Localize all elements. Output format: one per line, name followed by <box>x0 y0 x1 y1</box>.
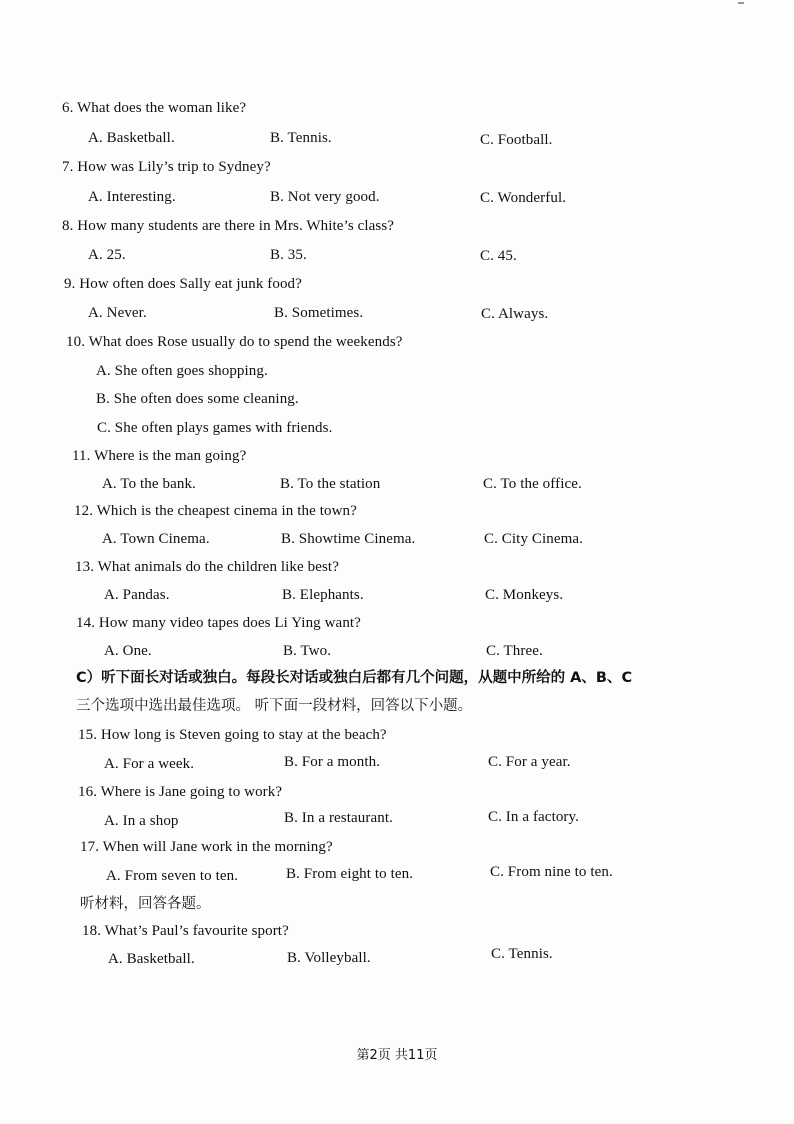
q7-option-c: C. Wonderful. <box>480 190 567 206</box>
q9-option-a: A. Never. <box>88 305 147 321</box>
q6-option-b: B. Tennis. <box>270 130 332 146</box>
question-9: 9. How often does Sally eat junk food? <box>64 276 302 292</box>
q6-option-c: C. Football. <box>480 132 553 148</box>
q11-option-c: C. To the office. <box>483 476 582 492</box>
q11-option-b: B. To the station <box>280 476 381 492</box>
q8-option-c: C. 45. <box>480 248 517 264</box>
q18-option-b: B. Volleyball. <box>287 950 371 966</box>
q18-option-c: C. Tennis. <box>491 946 553 962</box>
q9-option-b: B. Sometimes. <box>274 305 364 321</box>
q11-option-a: A. To the bank. <box>102 476 196 492</box>
question-10: 10. What does Rose usually do to spend the weekends? <box>66 334 403 350</box>
q16-option-b: B. In a restaurant. <box>284 810 393 826</box>
q12-option-b: B. Showtime Cinema. <box>281 531 416 547</box>
question-6: 6. What does the woman like? <box>62 100 247 116</box>
q10-option-a: A. She often goes shopping. <box>96 363 268 379</box>
question-15: 15. How long is Steven going to stay at the beach? <box>78 727 387 743</box>
q9-option-c: C. Always. <box>481 306 549 322</box>
q13-option-a: A. Pandas. <box>104 587 170 603</box>
q14-option-a: A. One. <box>104 643 152 659</box>
section-c-heading-line1: C）听下面长对话或独白。每段长对话或独白后都有几个问题，从题中所给的 A、B、C <box>76 670 633 686</box>
q17-option-a: A. From seven to ten. <box>106 868 239 884</box>
q12-option-c: C. City Cinema. <box>484 531 583 547</box>
q13-option-c: C. Monkeys. <box>485 587 564 603</box>
q10-option-b: B. She often does some cleaning. <box>96 391 299 407</box>
q17-option-b: B. From eight to ten. <box>286 866 414 882</box>
q16-option-a: A. In a shop <box>104 813 179 829</box>
question-17: 17. When will Jane work in the morning? <box>80 839 333 855</box>
q14-option-b: B. Two. <box>283 643 332 659</box>
section-c-heading-line2: 三个选项中选出最佳选项。 听下面一段材料，回答以下小题。 <box>76 698 473 714</box>
question-7: 7. How was Lily’s trip to Sydney? <box>62 159 271 175</box>
q7-option-b: B. Not very good. <box>270 189 380 205</box>
question-8: 8. How many students are there in Mrs. White’s class? <box>62 218 395 234</box>
q8-option-a: A. 25. <box>88 247 126 263</box>
q17-option-c: C. From nine to ten. <box>490 864 613 880</box>
sub-instruction: 听材料，回答各题。 <box>80 896 211 912</box>
q12-option-a: A. Town Cinema. <box>102 531 210 547</box>
scan-mark <box>738 2 744 4</box>
q7-option-a: A. Interesting. <box>88 189 176 205</box>
q13-option-b: B. Elephants. <box>282 587 364 603</box>
question-14: 14. How many video tapes does Li Ying want? <box>76 615 361 631</box>
q10-option-c: C. She often plays games with friends. <box>97 420 333 436</box>
q8-option-b: B. 35. <box>270 247 307 263</box>
q15-option-b: B. For a month. <box>284 754 381 770</box>
q18-option-a: A. Basketball. <box>108 951 195 967</box>
page-footer: 第2页 共11页 <box>356 1048 438 1063</box>
q6-option-a: A. Basketball. <box>88 130 175 146</box>
q16-option-c: C. In a factory. <box>488 809 580 825</box>
question-12: 12. Which is the cheapest cinema in the town? <box>74 503 357 519</box>
question-18: 18. What’s Paul’s favourite sport? <box>82 923 289 939</box>
question-11: 11. Where is the man going? <box>72 448 247 464</box>
question-13: 13. What animals do the children like best? <box>75 559 339 575</box>
q15-option-a: A. For a week. <box>104 756 195 772</box>
question-16: 16. Where is Jane going to work? <box>78 784 283 800</box>
q15-option-c: C. For a year. <box>488 754 571 770</box>
q14-option-c: C. Three. <box>486 643 543 659</box>
